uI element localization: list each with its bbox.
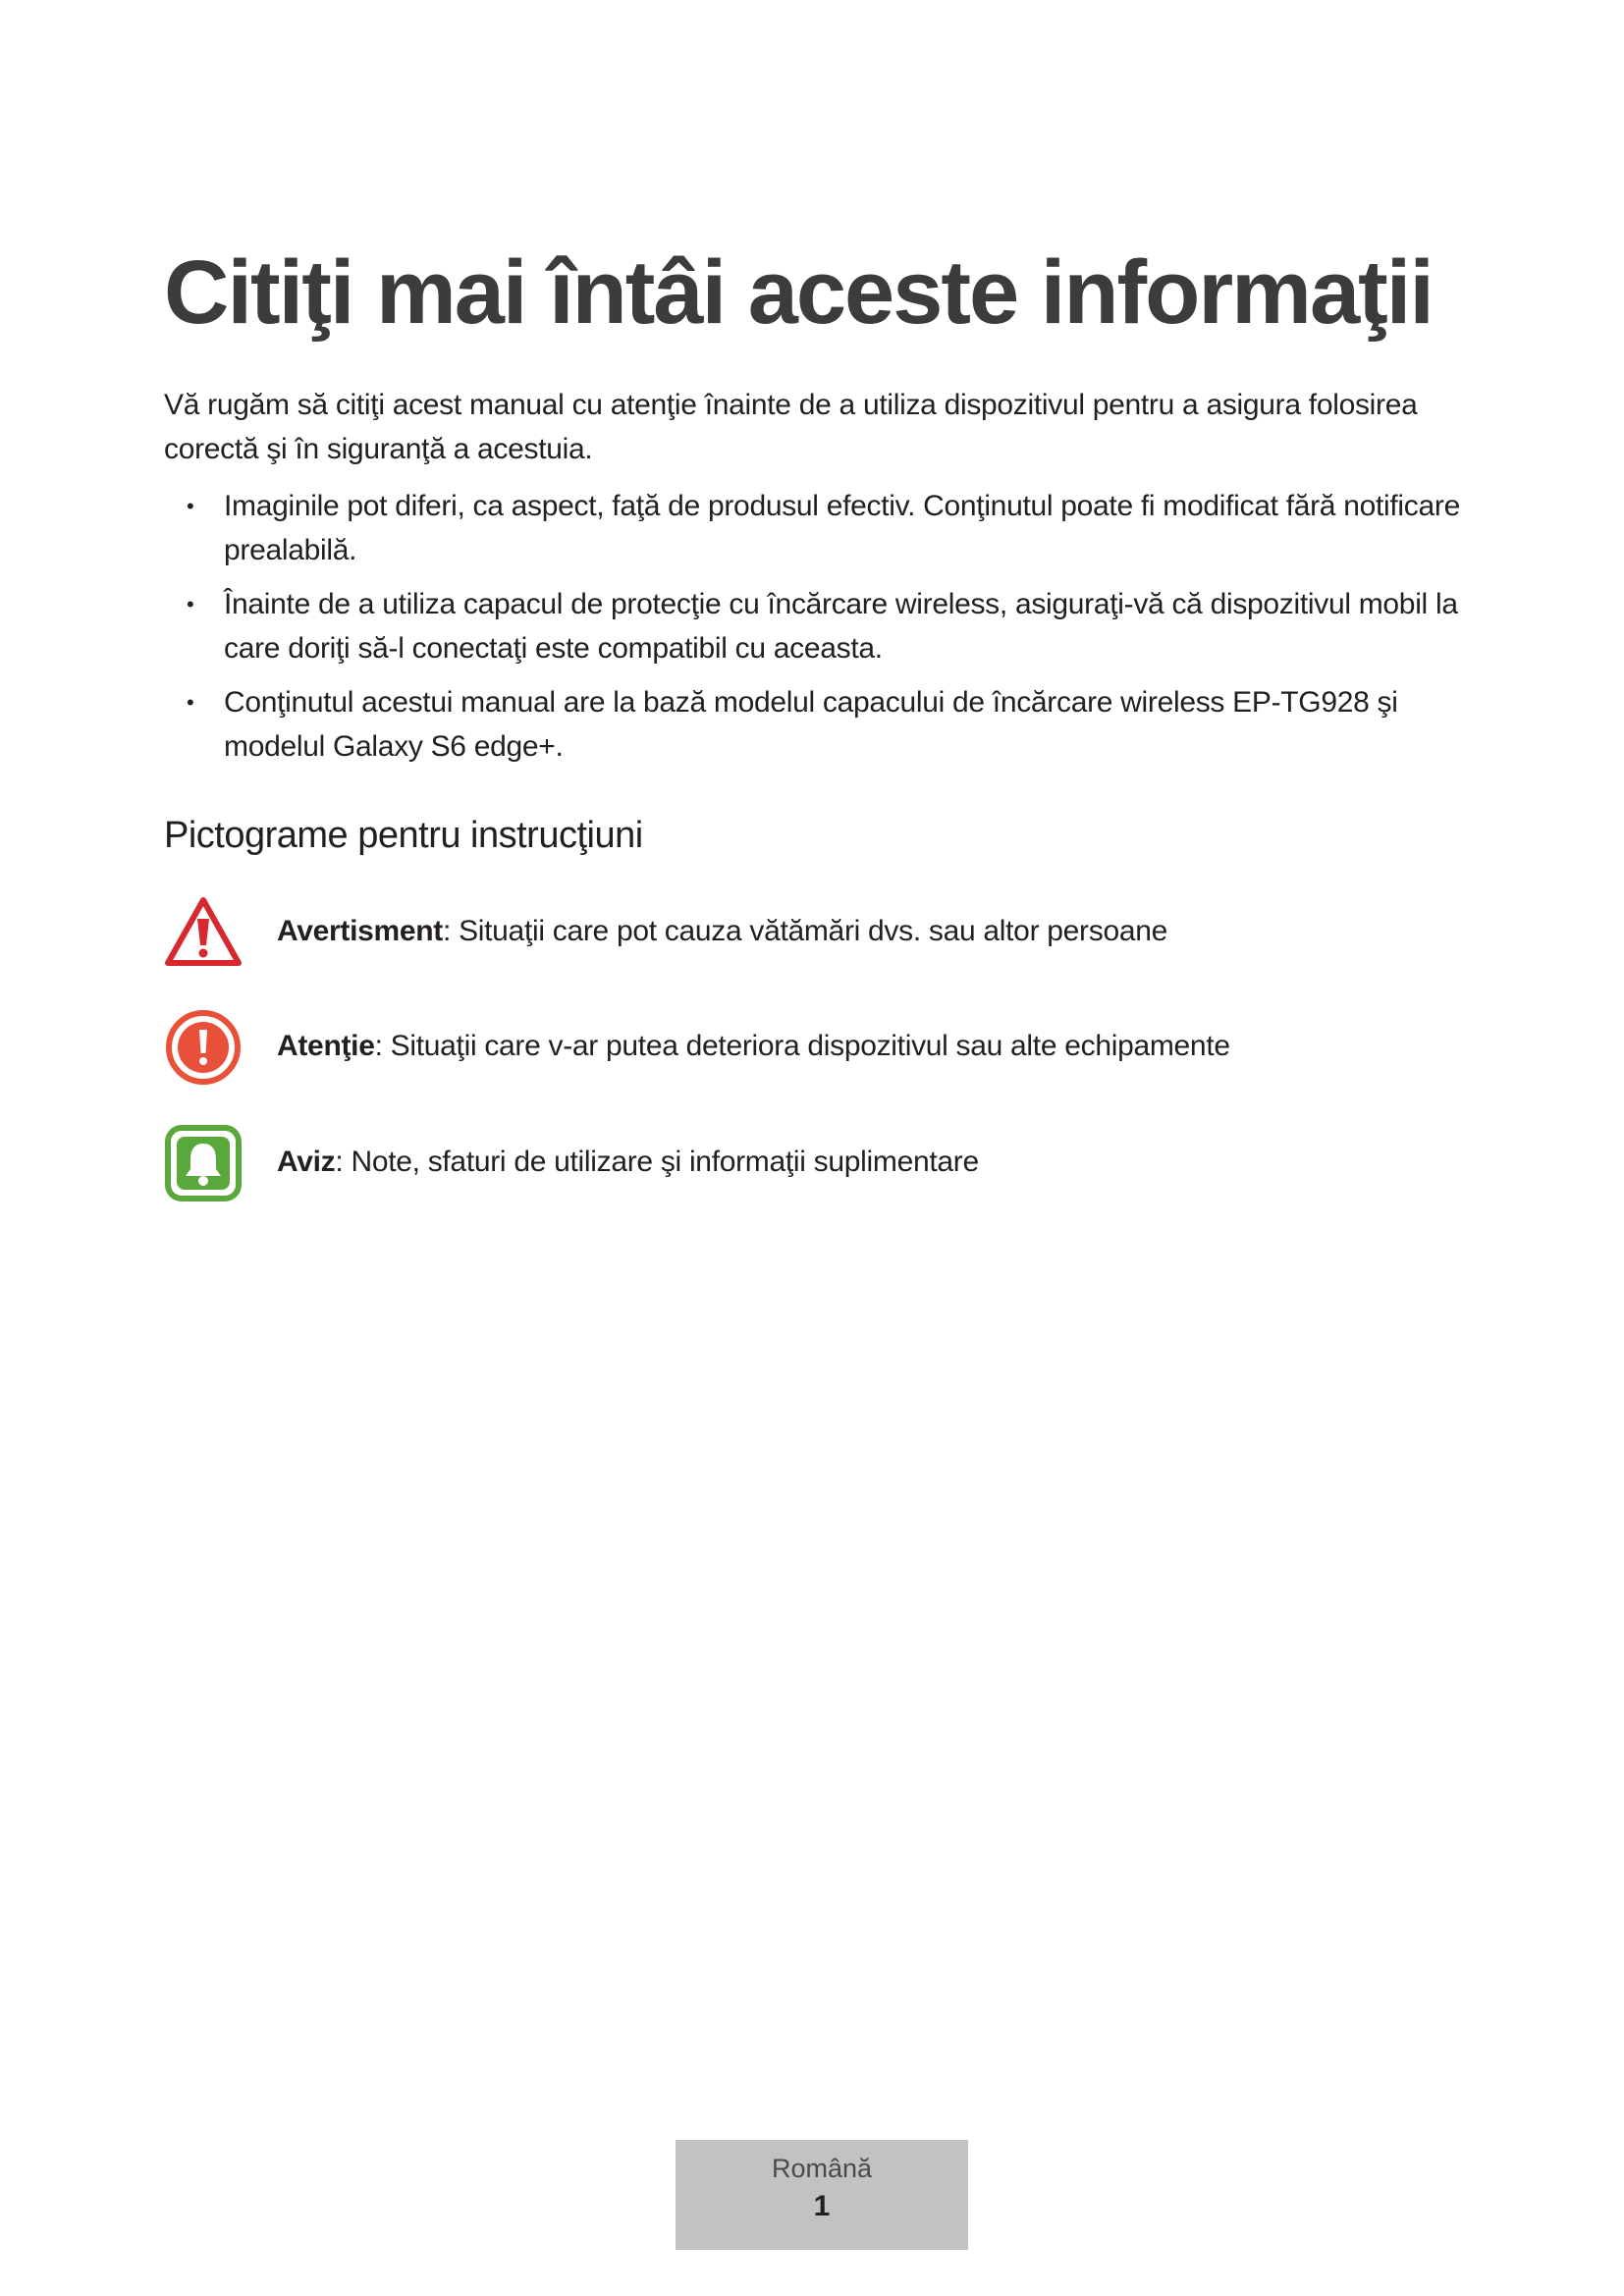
page-number: 1 xyxy=(813,2190,831,2222)
caution-row xyxy=(164,1008,1480,1087)
bullet-text: Conţinutul acestui manual are la bază modelul capacului de încărcare wireless EP-TG928 şi modelul Galaxy S6 edge+. xyxy=(224,686,1398,763)
bullet-text: Imaginile pot diferi, ca aspect, faţă de produsul efectiv. Conţinutul poate fi modificat fără notificare prealabilă. xyxy=(224,490,1460,566)
warning-row xyxy=(164,893,1480,972)
warning-label: Avertisment xyxy=(277,915,443,947)
note-bell-icon xyxy=(164,1124,243,1202)
bullet-dot: • xyxy=(187,690,194,715)
caution-text: Situaţii care v-ar putea deteriora dispozitivul sau alte echipamente xyxy=(382,1030,1230,1062)
warning-separator: : xyxy=(442,915,452,947)
bullet-item xyxy=(164,484,1480,572)
note-row xyxy=(164,1124,1480,1202)
bullet-dot: • xyxy=(187,494,194,518)
caution-label: Atenţie xyxy=(277,1030,375,1062)
bullet-text: Înainte de a utiliza capacul de protecţie cu încărcare wireless, asiguraţi-vă că dispozitivul mobil la care doriţi să-l conectaţi este compatibil cu aceasta. xyxy=(224,588,1458,665)
intro-paragraph: Vă rugăm să citiţi acest manual cu atenţie înainte de a utiliza dispozitivul pentru a asigura folosirea corectă şi în siguranţă a acestuia. xyxy=(164,389,1418,465)
bullet-item xyxy=(164,582,1480,670)
section-heading: Pictograme pentru instrucţiuni xyxy=(164,815,643,856)
bullet-item xyxy=(164,680,1480,769)
caution-description xyxy=(277,1024,1230,1068)
bullet-list xyxy=(164,484,1480,778)
page-footer xyxy=(676,2140,968,2250)
note-label: Aviz xyxy=(277,1146,336,1178)
note-description xyxy=(277,1140,979,1184)
note-text: Note, sfaturi de utilizare şi informaţii suplimentare xyxy=(343,1146,979,1178)
warning-triangle-icon xyxy=(164,893,243,972)
bullet-dot: • xyxy=(187,592,194,616)
caution-circle-icon xyxy=(164,1008,243,1087)
warning-text: Situaţii care pot cauza vătămări dvs. sau altor persoane xyxy=(451,915,1167,947)
footer-language: Română xyxy=(771,2154,873,2183)
page-title: Citiţi mai întâi aceste informaţii xyxy=(164,242,1433,343)
note-separator: : xyxy=(335,1146,344,1178)
warning-description xyxy=(277,909,1167,953)
caution-separator: : xyxy=(374,1030,383,1062)
